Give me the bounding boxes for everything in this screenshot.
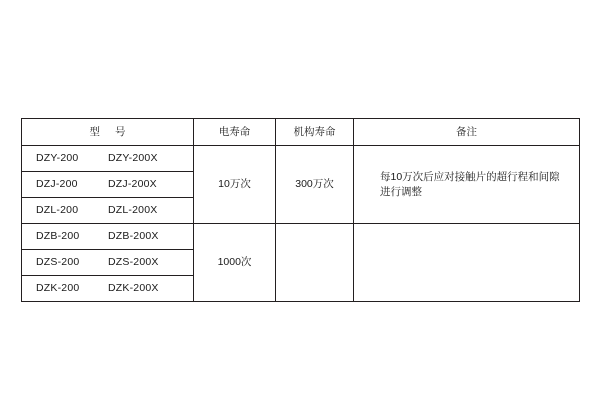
header-label-remarks: 备注 xyxy=(456,125,477,138)
header-cell-model xyxy=(22,119,194,146)
cell-remarks-group-1 xyxy=(354,146,580,224)
cell-model-6 xyxy=(22,276,194,302)
model-code-a-4: DZB-200 xyxy=(36,230,80,243)
header-cell-remarks xyxy=(354,119,580,146)
model-code-a-5: DZS-200 xyxy=(36,256,80,269)
remark-line-1: 每10万次后应对接触片的超行程和间隙 xyxy=(380,170,560,183)
electrical-life-value-1: 10万次 xyxy=(218,178,251,191)
header-label-mechanical-life: 机构寿命 xyxy=(293,125,336,138)
spec-table-container xyxy=(21,118,579,302)
cell-electrical-life-group-2 xyxy=(194,224,276,302)
model-code-a-3: DZL-200 xyxy=(36,204,79,217)
model-code-b-6: DZK-200X xyxy=(108,282,159,295)
table-header-row xyxy=(22,119,580,146)
model-code-a-1: DZY-200 xyxy=(36,152,79,165)
header-cell-mechanical-life xyxy=(276,119,354,146)
cell-model-1 xyxy=(22,146,194,172)
electrical-life-value-2: 1000次 xyxy=(217,256,252,269)
model-code-b-2: DZJ-200X xyxy=(108,178,157,191)
cell-model-2 xyxy=(22,172,194,198)
mechanical-life-value-1: 300万次 xyxy=(295,178,334,191)
header-cell-electrical-life xyxy=(194,119,276,146)
model-code-a-2: DZJ-200 xyxy=(36,178,78,191)
header-label-electrical-life: 电寿命 xyxy=(218,125,251,138)
model-code-a-6: DZK-200 xyxy=(36,282,80,295)
cell-model-3 xyxy=(22,198,194,224)
remark-line-2: 进行调整 xyxy=(380,185,422,198)
table-row xyxy=(22,146,580,172)
table-row xyxy=(22,224,580,250)
cell-mechanical-life-group-2 xyxy=(276,224,354,302)
model-code-b-1: DZY-200X xyxy=(108,152,158,165)
model-code-b-3: DZL-200X xyxy=(108,204,158,217)
model-code-b-4: DZB-200X xyxy=(108,230,159,243)
cell-model-5 xyxy=(22,250,194,276)
spec-table xyxy=(21,118,580,302)
cell-remarks-group-2 xyxy=(354,224,580,302)
cell-electrical-life-group-1 xyxy=(194,146,276,224)
cell-model-4 xyxy=(22,224,194,250)
header-label-model: 型 号 xyxy=(89,125,132,138)
model-code-b-5: DZS-200X xyxy=(108,256,159,269)
cell-mechanical-life-group-1 xyxy=(276,146,354,224)
